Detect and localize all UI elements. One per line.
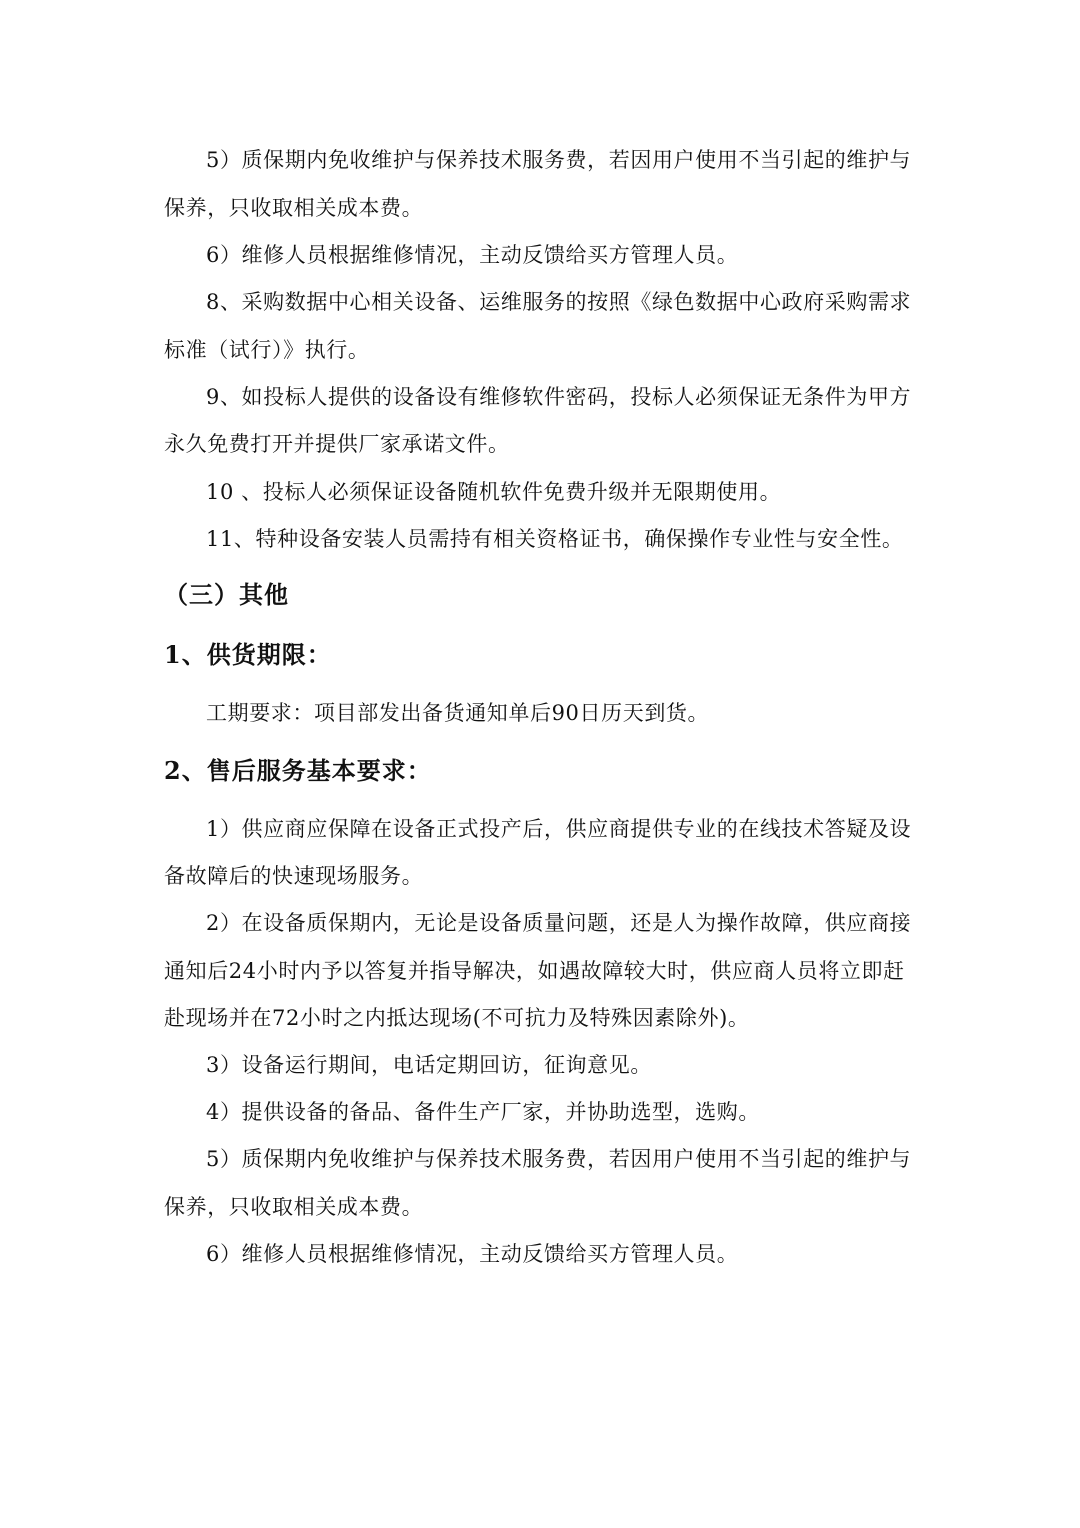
after-sales-item-5-line-2: 保养，只收取相关成本费。 (164, 1195, 424, 1219)
requirement-9-line-2: 永久免费打开并提供厂家承诺文件。 (164, 432, 510, 456)
section-title-other: （三）其他 (164, 580, 289, 609)
block-a-item-5-line-1: 5）质保期内免收维护与保养技术服务费，若因用户使用不当引起的维护与 (206, 148, 912, 172)
requirement-8-line-1: 8、采购数据中心相关设备、运维服务的按照《绿色数据中心政府采购需求 (206, 290, 912, 314)
after-sales-item-2-line-1: 2）在设备质保期内，无论是设备质量问题，还是人为操作故障，供应商接 (206, 911, 912, 935)
delivery-heading: 1、供货期限： (164, 640, 332, 669)
after-sales-item-3: 3）设备运行期间，电话定期回访，征询意见。 (206, 1053, 652, 1077)
after-sales-item-2-line-2: 通知后24小时内予以答复并指导解决，如遇故障较大时，供应商人员将立即赶 (164, 959, 905, 983)
after-sales-item-1-line-1: 1）供应商应保障在设备正式投产后，供应商提供专业的在线技术答疑及设 (206, 817, 912, 841)
requirement-8-line-2: 标准（试行）》执行。 (164, 338, 370, 362)
after-sales-item-1-line-2: 备故障后的快速现场服务。 (164, 864, 424, 888)
after-sales-item-5-line-1: 5）质保期内免收维护与保养技术服务费，若因用户使用不当引起的维护与 (206, 1147, 912, 1171)
after-sales-item-4: 4）提供设备的备品、备件生产厂家，并协助选型，选购。 (206, 1100, 760, 1124)
after-sales-item-2-line-3: 赴现场并在72小时之内抵达现场(不可抗力及特殊因素除外)。 (164, 1006, 750, 1030)
requirement-11: 11、特种设备安装人员需持有相关资格证书，确保操作专业性与安全性。 (206, 527, 904, 551)
requirement-10: 10 、投标人必须保证设备随机软件免费升级并无限期使用。 (206, 480, 782, 504)
block-a-item-6: 6）维修人员根据维修情况，主动反馈给买方管理人员。 (206, 243, 739, 267)
requirement-9-line-1: 9、如投标人提供的设备设有维修软件密码，投标人必须保证无条件为甲方 (206, 385, 912, 409)
delivery-text: 工期要求：项目部发出备货通知单后90日历天到货。 (206, 701, 710, 725)
after-sales-item-6: 6）维修人员根据维修情况，主动反馈给买方管理人员。 (206, 1242, 739, 1266)
block-a-item-5-line-2: 保养，只收取相关成本费。 (164, 196, 424, 220)
after-sales-heading: 2、售后服务基本要求： (164, 756, 432, 785)
